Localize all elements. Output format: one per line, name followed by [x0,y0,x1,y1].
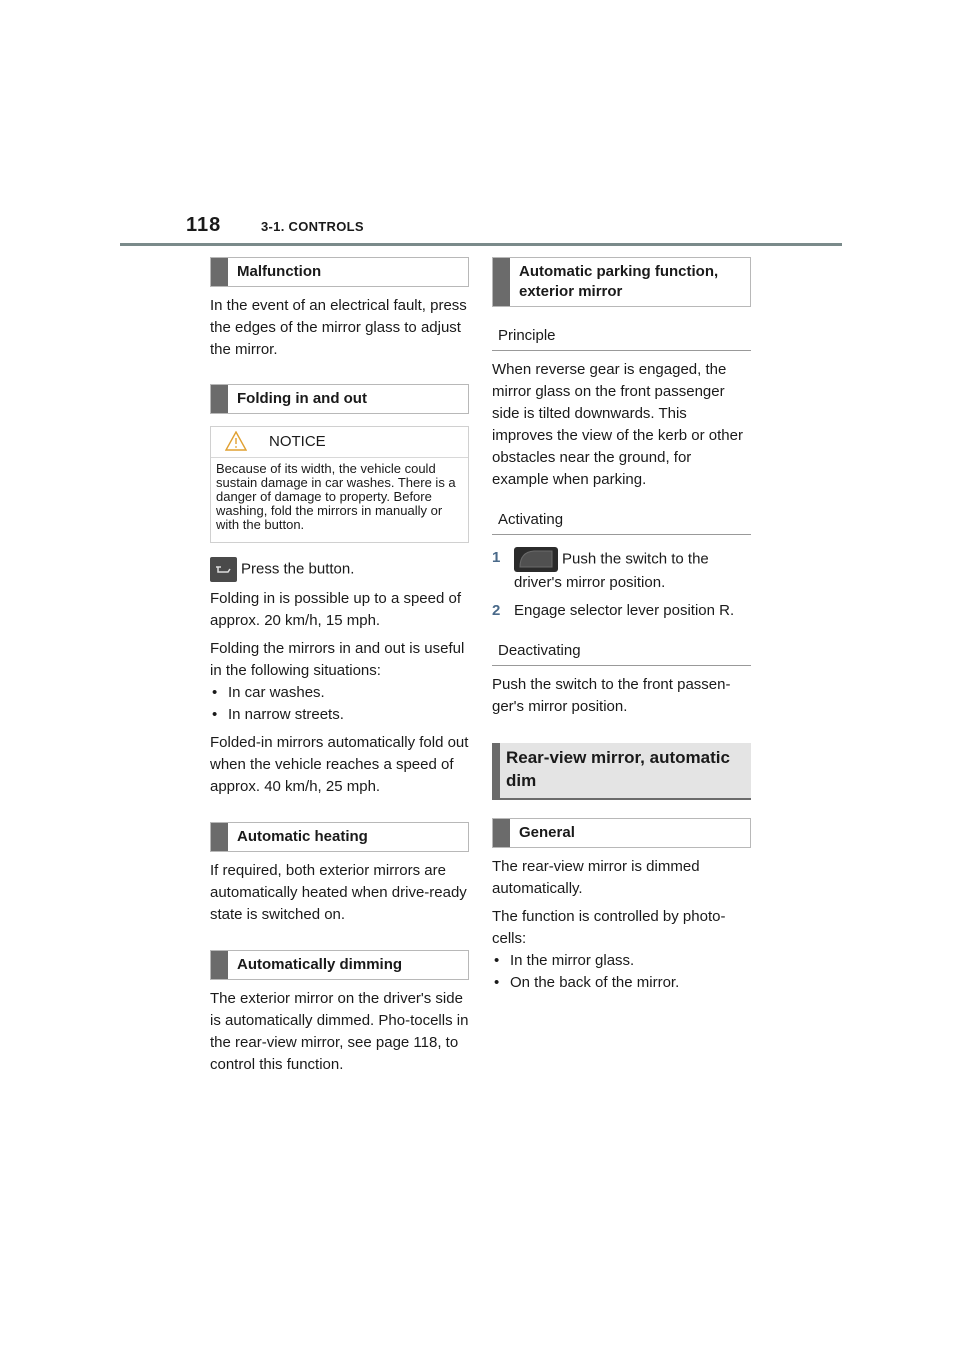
folding-situations-list [210,682,469,726]
press-button-line: Press the button. [210,557,469,582]
general-heading: General [492,818,751,848]
heating-text: If required, both exterior mirrors are automatically heated when drive-ready state is switched on. [210,862,467,923]
list-item: • On the back of the mirror. [494,974,680,991]
list-item: • In car washes. [212,684,325,701]
heating-heading: Automatic heating [210,822,469,852]
folding-speed-text: Folding in is possible up to a speed of approx. 20 km/h, 15 mph. [210,590,461,629]
list-item: • In the mirror glass. [494,952,635,969]
rearview-text-2: The function is controlled by photo-cells: [492,908,726,947]
activating-heading: Activating [492,509,751,535]
header-rule [120,243,842,246]
list-item: • In narrow streets. [212,706,344,723]
rearview-text-1: The rear-view mirror is dimmed automatically. [492,858,700,897]
deactivating-text: Push the switch to the front passen-ger's mirror position. [492,676,731,715]
folding-useful-text: Folding the mirrors in and out is useful in the following situations: [210,640,465,679]
principle-text: When reverse gear is engaged, the mirror glass on the front passenger side is tilted downwards. This improves the view of the kerb or other obstacles near the ground, for example when parking. [492,361,743,488]
mirror-switch-icon [514,547,558,572]
left-column [210,257,469,1076]
notice-box [210,426,469,543]
auto-fold-out-text: Folded-in mirrors automatically fold out when the vehicle reaches a speed of approx. 40 km/h, 25 mph. [210,734,469,795]
section-label: 3-1. CONTROLS [261,219,364,234]
fold-mirror-button-icon [210,557,237,582]
photocell-list [492,950,751,994]
page-number: 118 [186,214,222,236]
parking-heading: Automatic parking function, exterior mirror [492,257,751,307]
malfunction-heading: Malfunction [210,257,469,287]
folding-heading: Folding in and out [210,384,469,414]
step-item: 2 Engage selector lever position R. [492,602,735,619]
notice-title: NOTICE [269,432,326,450]
dimming-text: The exterior mirror on the driver's side is automatically dimmed. Pho-tocells in the rear-view mirror, see page 118, to control this function. [210,990,469,1073]
principle-heading: Principle [492,325,751,351]
step-item: 1 Push the switch to the driver's mirror position. [492,549,709,591]
notice-text: Because of its width, the vehicle could sustain damage in car washes. There is a danger of damage to property. Before washing, fold the mirrors in manually or with the button. [216,461,456,532]
dimming-heading: Automatically dimming [210,950,469,980]
right-column [492,257,751,994]
warning-icon [225,431,247,451]
deactivating-heading: Deactivating [492,640,751,666]
rearview-heading: Rear-view mirror, automatic dim [492,743,751,800]
malfunction-text: In the event of an electrical fault, press the edges of the mirror glass to adjust the mirror. [210,297,467,358]
